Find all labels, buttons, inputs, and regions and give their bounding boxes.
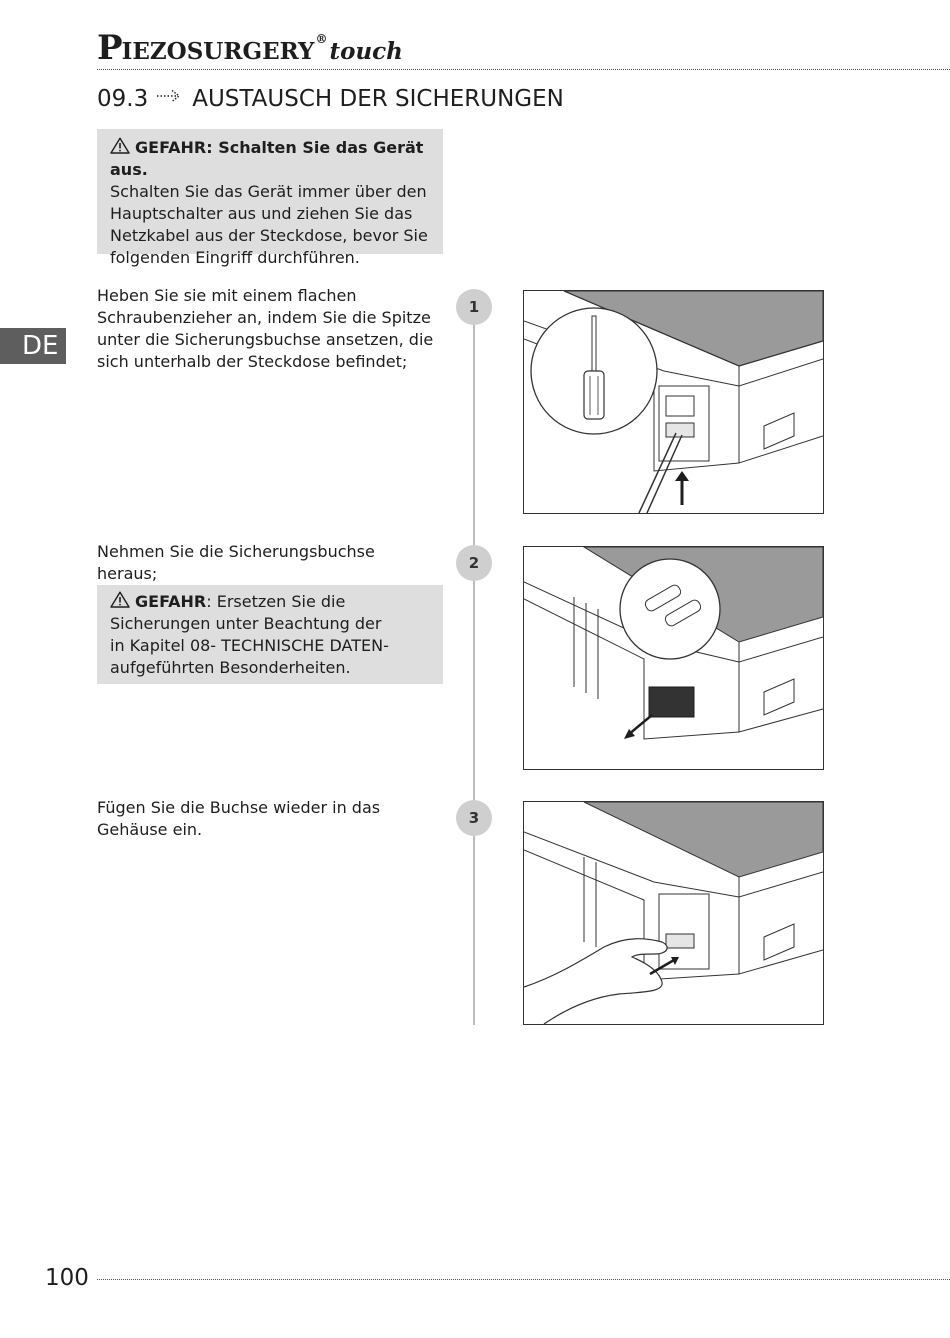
section-title: AUSTAUSCH DER SICHERUNGEN — [192, 86, 564, 112]
warning-line: Hauptschalter aus und ziehen Sie das — [110, 204, 413, 223]
warning-title-main: GEFAHR: Schalten Sie das Gerät aus. — [110, 138, 424, 179]
warning-triangle-icon — [110, 137, 130, 154]
warning-line: Sicherungen unter Beachtung der — [110, 614, 382, 633]
warning-line: in Kapitel 08- TECHNISCHE DATEN- — [110, 636, 389, 655]
step-1-text — [97, 285, 442, 373]
step-2-illustration — [523, 546, 824, 770]
step-2-text — [97, 541, 442, 585]
brand-first-letter: P — [97, 28, 122, 68]
language-tab: DE — [0, 328, 66, 364]
step-3-illustration — [523, 801, 824, 1025]
footer-divider — [97, 1279, 950, 1280]
step-line: Schraubenzieher an, indem Sie die Spitze — [97, 308, 431, 327]
step-3-marker: 3 — [456, 800, 492, 836]
step-1-illustration — [523, 290, 824, 514]
step-2-marker: 2 — [456, 545, 492, 581]
device-hand-drawing — [524, 802, 823, 1024]
step-line: Heben Sie sie mit einem flachen — [97, 286, 357, 305]
warning-box-fuse — [97, 585, 443, 684]
step-line: unter die Sicherungsbuchse ansetzen, die — [97, 330, 434, 349]
warning-line: Schalten Sie das Gerät immer über den — [110, 182, 427, 201]
section-number: 09.3 — [97, 86, 149, 112]
device-screwdriver-drawing — [524, 291, 823, 513]
device-fuse-drawing — [524, 547, 823, 769]
step-line: heraus; — [97, 564, 158, 583]
step-3-text — [97, 797, 442, 841]
step-timeline — [473, 307, 475, 1025]
step-line: sich unterhalb der Steckdose befindet; — [97, 352, 408, 371]
warning-triangle-icon — [110, 591, 130, 608]
header-divider — [97, 69, 950, 70]
section-heading — [97, 86, 564, 112]
brand-logo — [97, 28, 403, 68]
warning-text-fuse — [110, 591, 440, 679]
brand-name: IEZOSURGERY — [121, 38, 315, 65]
warning-line: Netzkabel aus der Steckdose, bevor Sie — [110, 226, 428, 245]
step-line: Fügen Sie die Buchse wieder in das — [97, 798, 381, 817]
brand-suffix: touch — [329, 38, 403, 65]
warning-title-fuse: GEFAHR — [135, 592, 207, 611]
warning-text-main — [110, 137, 440, 269]
warning-line: folgenden Eingriff durchführen. — [110, 248, 360, 267]
warning-line: aufgeführten Besonderheiten. — [110, 658, 351, 677]
step-1-marker: 1 — [456, 289, 492, 325]
step-line: Gehäuse ein. — [97, 820, 203, 839]
brand-registered-mark: ® — [315, 32, 328, 46]
page-number: 100 — [45, 1265, 89, 1291]
dotted-arrow-icon — [156, 89, 184, 103]
warning-box-main — [97, 129, 443, 267]
step-line: Nehmen Sie die Sicherungsbuchse — [97, 542, 375, 561]
warning-title-suffix: : Ersetzen Sie die — [206, 592, 346, 611]
